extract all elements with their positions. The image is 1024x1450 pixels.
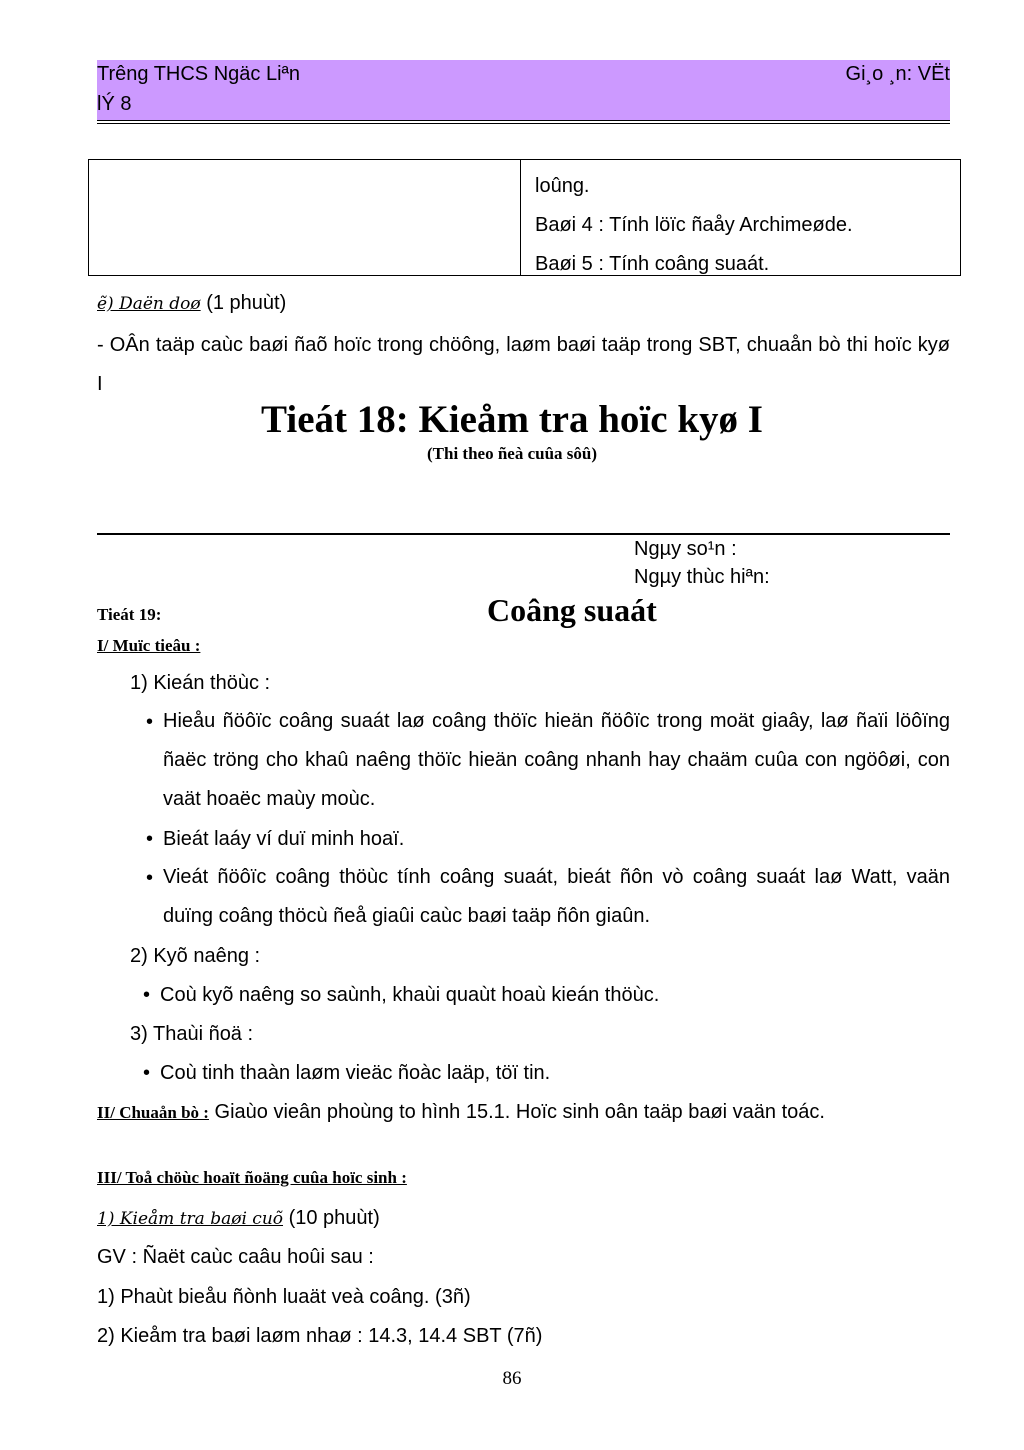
table-cell-line: Baøi 4 : Tính löïc ñaåy Archimeøde. xyxy=(535,214,853,236)
header-subject: Gi¸o ¸n: VËt xyxy=(845,63,950,85)
date-prepared: Ngµy so¹n : xyxy=(634,538,737,560)
dando-time: (1 phuùt) xyxy=(206,292,287,314)
lesson18-title: Tieát 18: Kieåm tra hoïc kyø I xyxy=(261,398,763,441)
attitude-bullet: Coù tinh thaàn laøm vieäc ñoàc laäp, töï tin. xyxy=(160,1062,551,1084)
knowledge-bullet: Vieát ñöôïc coâng thöùc tính coâng suaát, bieát ñôn vò coâng suaát laø Watt, vaän duïng coâng thöcù ñeå giaûi caùc baøi taäp ñôn giaûn. xyxy=(163,866,950,927)
bullet-icon: • xyxy=(146,711,154,733)
prep-text: Giaùo vieân phoùng to hình 15.1. Hoïc sinh oân taäp baøi vaän toác. xyxy=(214,1101,825,1123)
page-number: 86 xyxy=(502,1368,522,1389)
dando-text: - OÂn taäp caùc baøi ñaõ hoïc trong chöông, laøm baøi taäp trong SBT, chuaån bò thi hoïc kyø I xyxy=(97,334,950,395)
prep-paragraph xyxy=(97,1093,950,1132)
lesson19-title: Coâng suaát xyxy=(487,592,657,628)
activities-heading: III/ Toå chöùc hoaït ñoäng cuûa hoïc sinh : xyxy=(97,1168,407,1187)
check-line xyxy=(97,1207,380,1230)
table-column-divider xyxy=(520,159,521,276)
table-cell-line: loûng. xyxy=(535,175,590,197)
section-divider xyxy=(97,533,950,535)
header-grade: lÝ 8 xyxy=(97,93,132,115)
question-1: 1) Phaùt bieåu ñònh luaät veà coâng. (3ñ) xyxy=(97,1286,471,1308)
lesson19-label: Tieát 19: xyxy=(97,605,162,624)
gv-line: GV : Ñaët caùc caâu hoûi sau : xyxy=(97,1246,374,1268)
bullet-icon: • xyxy=(143,984,151,1006)
header-rule xyxy=(97,120,950,121)
check-time: (10 phuùt) xyxy=(288,1207,380,1229)
dando-label: ẽ) Daën doø xyxy=(97,294,201,314)
header-rule-double xyxy=(97,123,950,124)
lesson18-subtitle: (Thi theo ñeà cuûa sôû) xyxy=(426,444,598,463)
table-cell-line: Baøi 5 : Tính coâng suaát. xyxy=(535,253,770,275)
check-label: 1) Kieåm tra baøi cuõ xyxy=(97,1209,284,1229)
knowledge-bullet: Hieåu ñöôïc coâng suaát laø coâng thöïc hieän ñöôïc trong moät giaây, laø ñaïi löôïng ñaëc tröng cho khaû naêng thöïc hieän coâng nhanh hay chaäm cuûa con ngöôøi, con vaät hoaëc maùy moùc. xyxy=(163,710,950,810)
skills-bullet: Coù kyõ naêng so saùnh, khaùi quaùt hoaù kieán thöùc. xyxy=(160,984,660,1006)
date-taught: Ngµy thùc hiªn: xyxy=(634,566,770,588)
bullet-icon: • xyxy=(146,828,154,850)
question-2: 2) Kieåm tra baøi laøm nhaø : 14.3, 14.4 SBT (7ñ) xyxy=(97,1325,543,1347)
bullet-icon: • xyxy=(146,867,154,889)
skills-label: 2) Kyõ naêng : xyxy=(130,945,261,967)
knowledge-label: 1) Kieán thöùc : xyxy=(130,672,271,694)
objectives-heading: I/ Muïc tieâu : xyxy=(97,636,201,655)
prep-heading: II/ Chuaån bò : xyxy=(97,1103,209,1122)
header-school: Trêng THCS Ngäc Liªn xyxy=(97,63,301,85)
dando-line xyxy=(97,292,286,315)
bullet-icon: • xyxy=(143,1062,151,1084)
attitude-label: 3) Thaùi ñoä : xyxy=(130,1023,254,1045)
knowledge-bullet: Bieát laáy ví duï minh hoaï. xyxy=(163,828,405,850)
